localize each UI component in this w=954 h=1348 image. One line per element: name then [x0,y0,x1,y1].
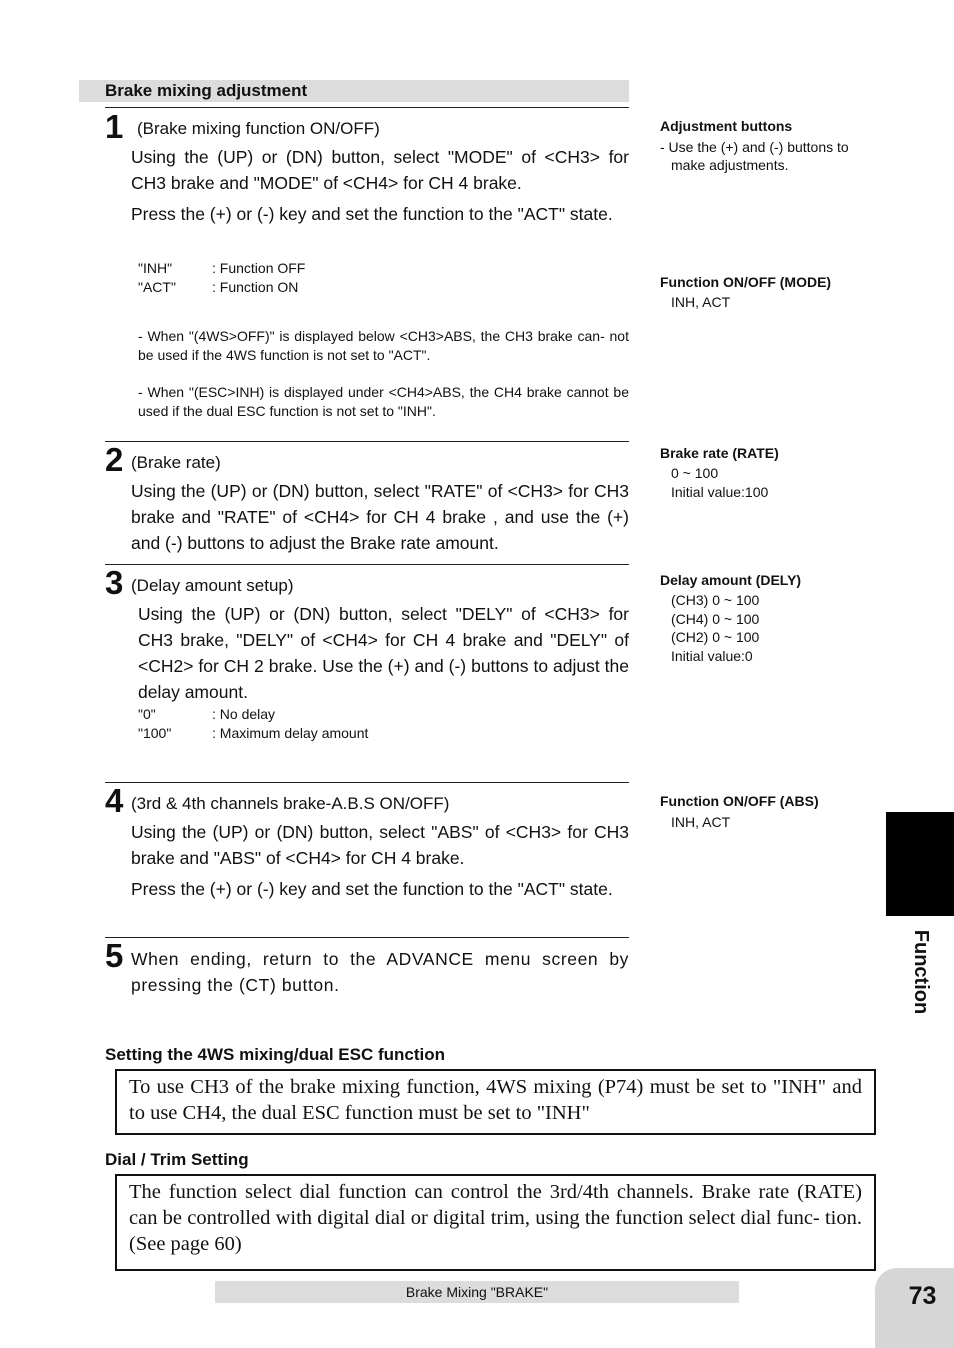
sidebar-heading: Function ON/OFF (ABS) [660,793,819,809]
subsection-heading: Setting the 4WS mixing/dual ESC function [105,1045,446,1064]
info-box: To use CH3 of the brake mixing function, 4WS mixing (P74) must be set to "INH" and to use CH4, the dual ESC function must be set to "INH" [115,1069,876,1135]
step-paragraph: Press the (+) or (-) key and set the function to the "ACT" state. [131,204,613,224]
subsection-heading: Dial / Trim Setting [105,1150,249,1169]
sidebar-text: make adjustments. [671,157,789,173]
option-key: "100" [138,725,172,741]
step-divider [105,937,629,938]
step-paragraph: Using the (UP) or (DN) button, select "MODE" of <CH3> for CH3 brake and "MODE" of <CH4> for CH 4 brake. [131,147,629,193]
step-number: 2 [105,441,124,478]
sidebar-text: Initial value:0 [671,648,753,664]
chapter-tab [886,812,954,916]
sidebar-text: (CH2) 0 ~ 100 [671,629,760,645]
step-subtitle: (Brake rate) [131,453,221,472]
step-divider [105,107,629,108]
step-paragraph: When ending, return to the ADVANCE menu screen by pressing the (CT) button. [131,949,629,995]
page-number-tab [875,1268,954,1348]
step-divider [105,782,629,783]
step-paragraph: Press the (+) or (-) key and set the function to the "ACT" state. [131,879,613,899]
section-title: Brake mixing adjustment [105,81,308,100]
step-number: 4 [105,782,124,819]
sidebar-heading: Brake rate (RATE) [660,445,779,461]
sidebar-text: (CH4) 0 ~ 100 [671,611,760,627]
section-title-bar [79,80,629,102]
step-subtitle: (3rd & 4th channels brake-A.B.S ON/OFF) [131,794,450,813]
step-note: - When "(ESC>INH) is displayed under <CH4>ABS, the CH4 brake cannot be used if the dual ESC function is not set to "INH". [138,384,629,419]
sidebar-text: Initial value:100 [671,484,769,500]
footer-bar: Brake Mixing "BRAKE" [215,1281,739,1303]
step-paragraph: Using the (UP) or (DN) button, select "RATE" of <CH3> for CH3 brake and "RATE" of <CH4> for CH 4 brake , and use the (+) and (-) buttons to adjust the Brake rate amount. [131,481,629,553]
sidebar-text: 0 ~ 100 [671,465,719,481]
info-box: The function select dial function can control the 3rd/4th channels. Brake rate (RATE) can be controlled with digital dial or digital trim, using the function select dial func- tion. (See page 60) [115,1174,876,1271]
sidebar-heading: Function ON/OFF (MODE) [660,274,832,290]
step-divider [105,441,629,442]
step-subtitle: (Delay amount setup) [131,576,294,595]
page-number: 73 [908,1282,937,1310]
option-value: : No delay [212,706,276,722]
chapter-tab-label: Function [910,929,932,1015]
option-value: : Function OFF [212,260,306,276]
sidebar-text: (CH3) 0 ~ 100 [671,592,760,608]
step-subtitle: (Brake mixing function ON/OFF) [137,119,380,138]
sidebar-text: INH, ACT [671,294,731,310]
step-number: 5 [105,937,124,974]
step-number: 1 [105,108,124,145]
sidebar-heading: Delay amount (DELY) [660,572,802,588]
step-divider [105,564,629,565]
sidebar-text: INH, ACT [671,814,731,830]
step-paragraph: Using the (UP) or (DN) button, select "DELY" of <CH3> for CH3 brake, "DELY" of <CH4> for CH 4 brake and "DELY" of <CH2> for CH 2 brake. Use the (+) and (-) buttons to adjust the delay amount. [138,604,629,702]
option-key: "0" [138,706,156,722]
step-number: 3 [105,564,124,601]
option-value: : Function ON [212,279,299,295]
step-paragraph: Using the (UP) or (DN) button, select "ABS" of <CH3> for CH3 brake and "ABS" of <CH4> for CH 4 brake. [131,822,629,868]
step-note: - When "(4WS>OFF)" is displayed below <CH3>ABS, the CH3 brake can- not be used if the 4WS function is not set to "ACT". [138,328,629,363]
option-value: : Maximum delay amount [212,725,369,741]
sidebar-text: - Use the (+) and (-) buttons to [660,139,849,155]
option-key: "INH" [138,260,173,276]
option-key: "ACT" [138,279,176,295]
sidebar-heading: Adjustment buttons [660,118,793,134]
